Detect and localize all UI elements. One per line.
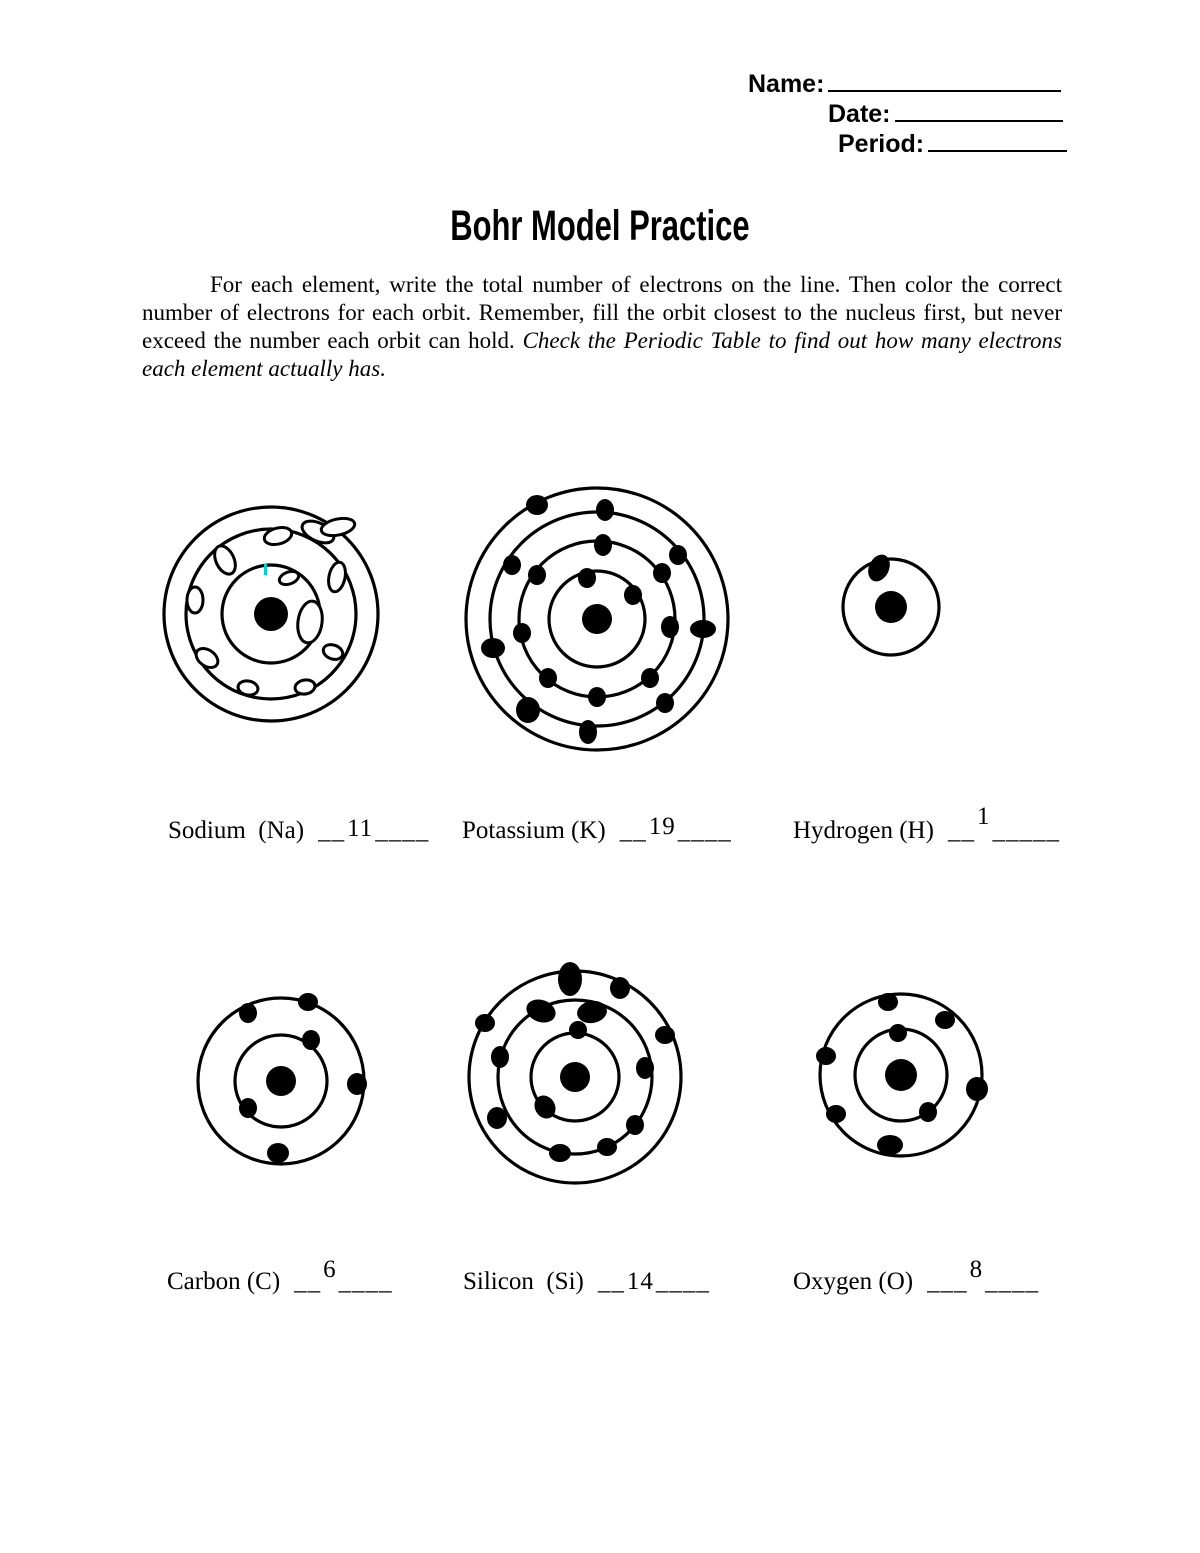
electron [656, 693, 674, 713]
electron [475, 1014, 495, 1032]
underscore-prefix: __ [619, 817, 647, 844]
underscore-prefix: __ [947, 817, 975, 844]
underscore-prefix: __ [294, 1268, 322, 1295]
electron [513, 623, 531, 643]
electron [816, 1047, 836, 1065]
electron [690, 620, 716, 638]
electron [636, 1057, 654, 1079]
atom-diagram-carbon [198, 993, 367, 1164]
element-name-potassium: Potassium (K) [462, 817, 606, 844]
underscore-prefix: __ [318, 817, 346, 844]
underscore-suffix: ____ [338, 1268, 393, 1295]
atom-diagram-oxygen [816, 993, 988, 1156]
underscore-suffix: ____ [375, 817, 430, 844]
label-silicon [438, 1240, 710, 1324]
underscore-suffix: ____ [655, 1268, 710, 1295]
electron [516, 697, 540, 723]
electron [302, 1030, 320, 1050]
answer-line-sodium [318, 817, 429, 844]
electron [826, 1105, 846, 1123]
electron [326, 561, 348, 594]
label-sodium [143, 789, 429, 873]
period-label: Period: [838, 130, 925, 158]
electron [267, 1143, 289, 1163]
name-label: Name: [748, 70, 825, 98]
nucleus [560, 1062, 590, 1092]
electron [594, 534, 612, 556]
electron [966, 1077, 988, 1101]
underscore-prefix: ___ [927, 1268, 968, 1295]
electron [278, 569, 301, 587]
electron [347, 1073, 367, 1095]
electron [919, 1102, 937, 1122]
answer-line-oxygen [927, 1256, 1040, 1295]
electron [298, 993, 318, 1011]
atom-diagram-sodium [164, 507, 378, 721]
date-label: Date: [828, 100, 891, 128]
electron [653, 563, 671, 583]
electron [877, 1135, 903, 1155]
electron [626, 1115, 644, 1135]
instructions-italic: Check the Periodic Table to find out how many electrons each element actually has. [142, 328, 1063, 381]
atom-diagram-potassium [466, 488, 728, 750]
electron [239, 1003, 257, 1023]
instructions-body: For each element, write the total number of electrons on the line. Then color the correct number of electrons for each orbit. Remember, fill the orbit closest to the nucleus first, but never exceed the number each orbit can hold. [142, 272, 1062, 353]
electron [523, 996, 559, 1027]
electron [579, 720, 597, 744]
answer-silicon: 14 [626, 1268, 654, 1295]
answer-potassium: 19 [648, 813, 676, 840]
atom-diagram-hydrogen [843, 551, 939, 655]
underscore-suffix: _____ [992, 817, 1060, 844]
electron [558, 962, 582, 996]
electron [481, 638, 505, 658]
electron [294, 678, 316, 695]
answer-oxygen: 8 [969, 1256, 984, 1283]
element-name-hydrogen: Hydrogen (H) [793, 817, 934, 844]
electron [321, 642, 345, 662]
answer-line-potassium [619, 813, 732, 844]
electron [655, 1026, 675, 1044]
electron [596, 499, 614, 521]
electron [239, 1098, 257, 1118]
page-title: Bohr Model Practice [450, 202, 750, 250]
electron [578, 568, 596, 588]
electron [661, 616, 679, 638]
stray-cyan-mark [264, 564, 267, 575]
electron [503, 555, 521, 575]
electron [569, 1021, 587, 1039]
underscore-suffix: ____ [677, 817, 732, 844]
label-carbon [142, 1240, 393, 1324]
answer-line-carbon [294, 1256, 393, 1295]
electron [864, 551, 894, 585]
electron [878, 993, 898, 1011]
label-oxygen [768, 1240, 1039, 1324]
label-hydrogen [768, 789, 1060, 873]
electron [320, 516, 357, 539]
electron [588, 687, 606, 707]
label-potassium [437, 789, 732, 873]
electron [935, 1011, 955, 1029]
nucleus [885, 1059, 917, 1091]
underscore-suffix: ____ [985, 1268, 1040, 1295]
electron [641, 668, 659, 688]
answer-sodium: 11 [347, 815, 374, 842]
electron [528, 565, 546, 585]
electron [487, 1107, 507, 1129]
electron [889, 1024, 907, 1042]
nucleus [254, 597, 288, 631]
electron [610, 977, 630, 999]
underscore-prefix: __ [597, 1268, 625, 1295]
electron [624, 585, 642, 605]
electron [211, 543, 240, 578]
answer-carbon: 6 [323, 1256, 337, 1283]
electron [187, 587, 203, 613]
nucleus [582, 604, 612, 634]
electron [526, 495, 548, 515]
element-name-oxygen: Oxygen (O) [793, 1268, 914, 1295]
answer-hydrogen: 1 [976, 803, 991, 830]
nucleus [875, 591, 907, 623]
element-name-sodium: Sodium (Na) [168, 817, 305, 844]
atom-diagram-silicon [469, 962, 681, 1183]
electron [539, 668, 557, 688]
answer-line-silicon [598, 1268, 710, 1295]
electron [669, 545, 687, 565]
answer-line-hydrogen [947, 803, 1060, 844]
electron [597, 1138, 617, 1156]
electron [193, 645, 222, 672]
electron [491, 1046, 509, 1068]
element-name-silicon: Silicon (Si) [463, 1268, 584, 1295]
electron [549, 1144, 571, 1162]
electron [295, 600, 325, 645]
element-name-carbon: Carbon (C) [167, 1268, 281, 1295]
nucleus [266, 1066, 296, 1096]
